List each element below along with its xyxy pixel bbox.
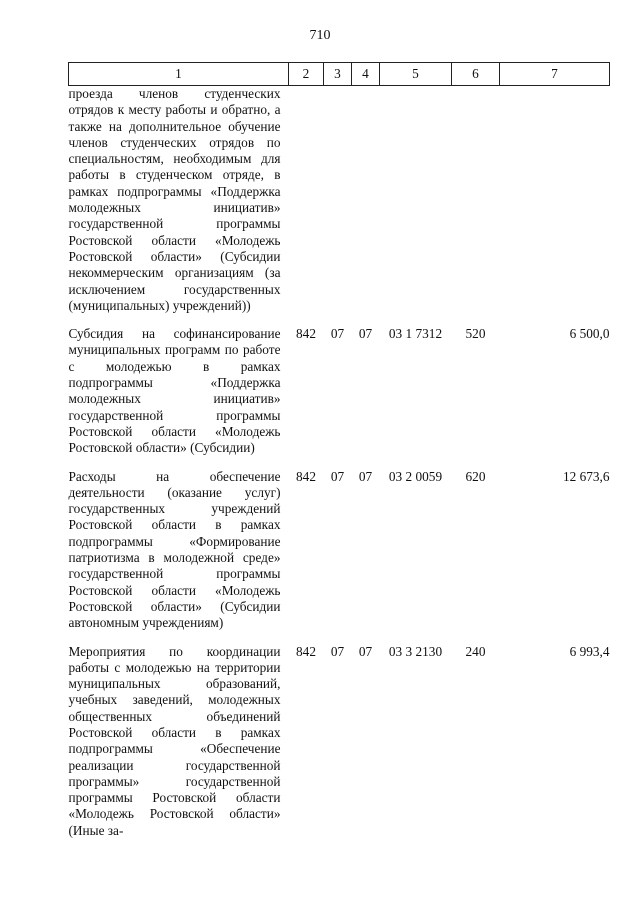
target-code: 03 2 0059 — [388, 468, 443, 484]
ministry-code — [289, 86, 324, 315]
table-row — [69, 326, 610, 456]
row-description: Мероприятия по координации работы с молодежью на территории муниципальных образований, учебных заведений, молодежных общественных объединений Ростовской области в рамках подпрограммы «Обеспечение реализации государственной программы» государственной программы Ростовской области «Молодежь Ростовской области» (Иные за- — [68, 643, 281, 838]
row-description: проезда членов студенческих отрядов к месту работы и обратно, а также на дополнительное обучение членов студенческих отрядов по специальностям, необходимым для работы в студенческом отряде, в рамках подпрограммы «Поддержка молодежных инициатив» государственной программы Ростовской области «Молодежь Ростовской области» (Субсидии некоммерческим организациям (за исключением государственных (муниципальных) учреждений)) — [68, 86, 281, 313]
table-row — [69, 644, 610, 840]
subsection-code: 07 — [358, 643, 373, 659]
section-code — [324, 86, 352, 315]
amount: 6 500,0 — [569, 326, 610, 342]
amount: 6 993,4 — [569, 643, 610, 659]
subsection-code: 07 — [358, 326, 373, 342]
ministry-code: 842 — [296, 468, 316, 484]
section-code: 07 — [330, 468, 345, 484]
row-description: Расходы на обеспечение деятельности (оказание услуг) государственных учреждений Ростовской области в рамках подпрограммы «Формирование патриотизма в молодежной среде» государственной программы Ростовской области «Молодежь Ростовской области» (Субсидии автономным учреждениям) — [68, 468, 281, 631]
section-code: 07 — [330, 326, 345, 342]
column-header: 1 — [69, 63, 289, 86]
subsection-code — [352, 86, 380, 315]
column-header: 2 — [289, 63, 324, 86]
table-row — [69, 469, 610, 632]
ministry-code: 842 — [296, 326, 316, 342]
column-header: 7 — [500, 63, 610, 86]
target-code — [380, 86, 452, 315]
table-header-row — [69, 63, 610, 86]
column-header: 3 — [324, 63, 352, 86]
expense-type-code — [452, 86, 500, 315]
ministry-code: 842 — [296, 643, 316, 659]
target-code: 03 1 7312 — [388, 326, 443, 342]
table-row — [69, 86, 610, 315]
section-code: 07 — [330, 643, 345, 659]
amount: 12 673,6 — [562, 468, 610, 484]
row-description: Субсидия на софинансирование муниципальных программ по работе с молодежью в рамках подпрограммы «Поддержка молодежных инициатив» государственной программы Ростовской области «Молодежь Ростовской области» (Субсидии) — [68, 326, 281, 456]
expense-type-code: 520 — [465, 326, 486, 342]
subsection-code: 07 — [358, 468, 373, 484]
column-header: 4 — [352, 63, 380, 86]
expense-type-code: 240 — [465, 643, 486, 659]
target-code: 03 3 2130 — [388, 643, 443, 659]
budget-table — [68, 62, 610, 839]
amount — [500, 86, 610, 315]
column-header: 5 — [380, 63, 452, 86]
expense-type-code: 620 — [465, 468, 486, 484]
column-header: 6 — [452, 63, 500, 86]
page-number: 710 — [309, 28, 331, 43]
